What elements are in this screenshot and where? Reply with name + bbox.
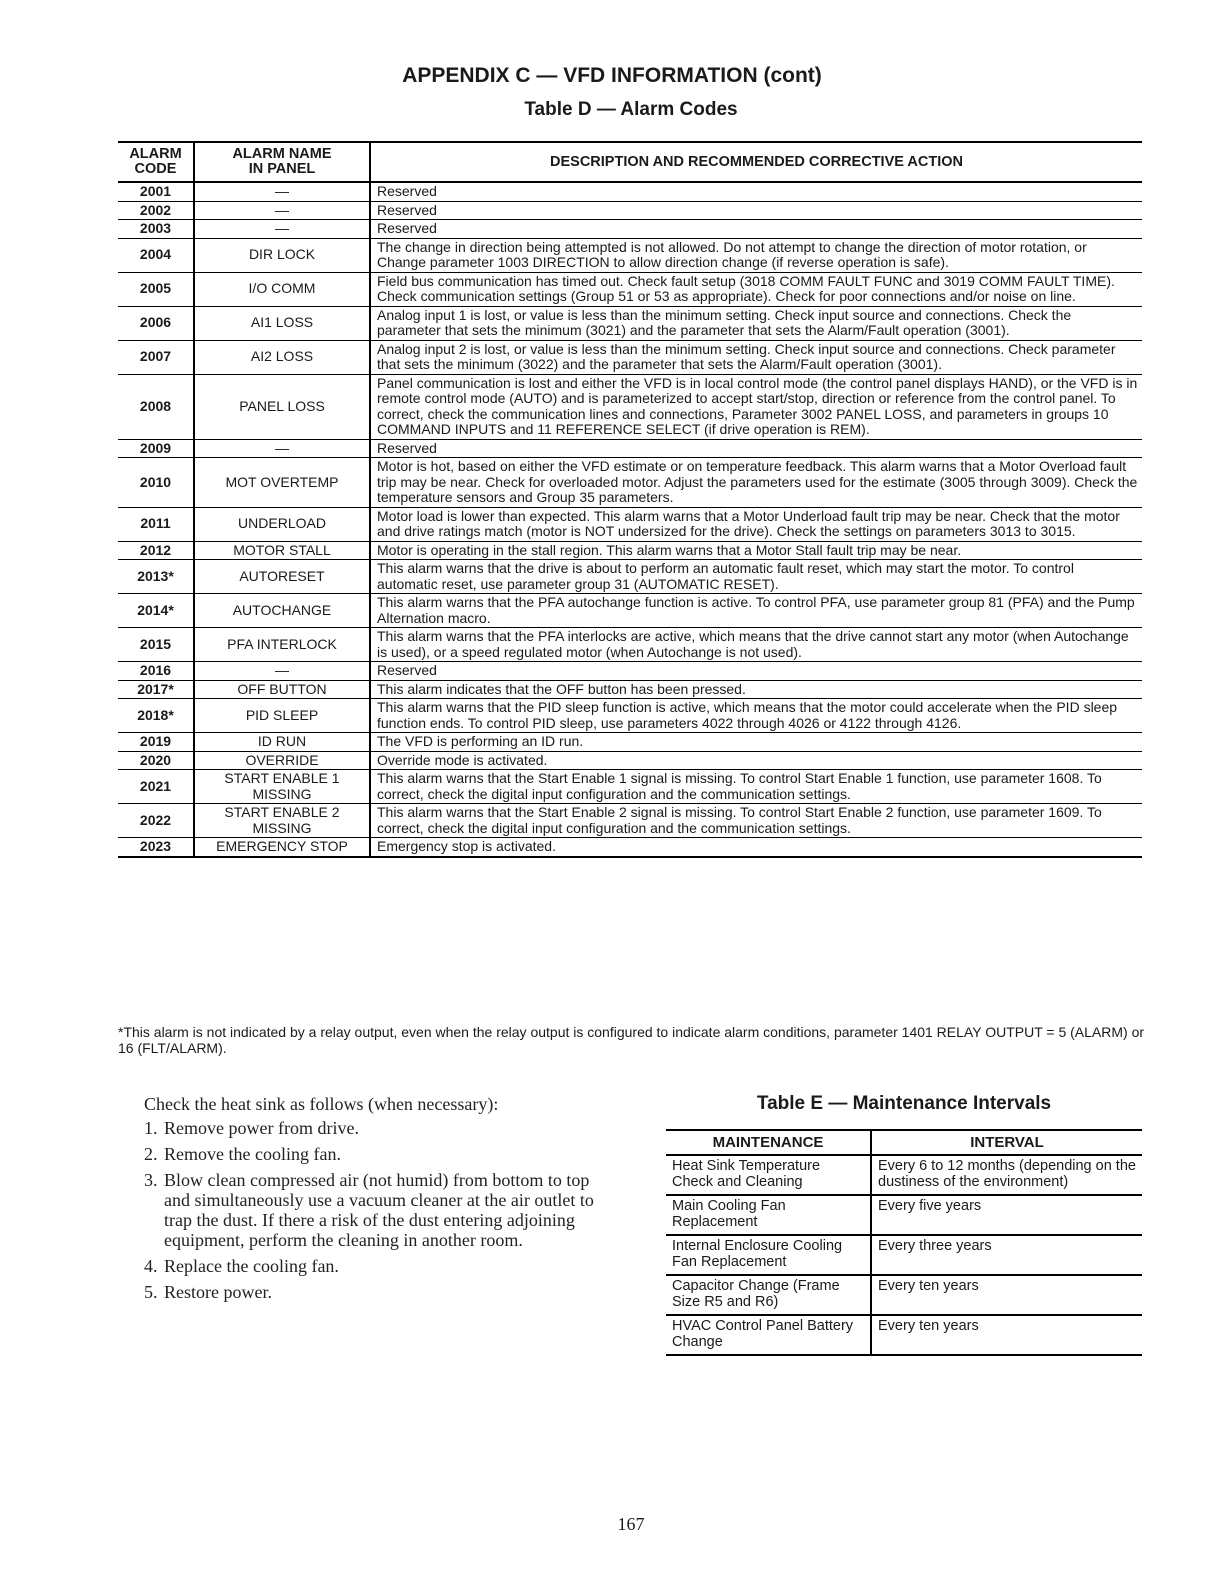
alarm-description-cell: Motor is operating in the stall region. This alarm warns that a Motor Stall fault trip may be near.: [370, 541, 1142, 560]
alarm-code-cell: 2011: [118, 507, 194, 541]
list-item: 1. Remove power from drive.: [162, 1118, 610, 1138]
alarm-code-cell: 2021: [118, 770, 194, 804]
interval-cell: Every three years: [871, 1235, 1142, 1275]
alarm-name-cell: START ENABLE 1 MISSING: [194, 770, 370, 804]
alarm-name-cell: —: [194, 182, 370, 201]
alarm-code-cell: 2013*: [118, 560, 194, 594]
maint-table-body: [666, 1155, 1142, 1355]
table-header-row: [118, 142, 1142, 182]
table-d-footnote: *This alarm is not indicated by a relay output, even when the relay output is configured to indicate alarm conditions, parameter 1401 RELAY OUTPUT = 5 (ALARM) or 16 (FLT/ALARM).: [118, 1024, 1145, 1056]
table-row: [118, 439, 1142, 458]
table-row: [118, 340, 1142, 374]
alarm-name-cell: PFA INTERLOCK: [194, 628, 370, 662]
list-item: 3. Blow clean compressed air (not humid) from bottom to top and simultaneously use a vacuum cleaner at the air outlet to trap the dust. If there a risk of the dust entering adjoining equipment, perform the cleaning in another room.: [162, 1170, 610, 1250]
table-row: [118, 220, 1142, 239]
alarm-name-cell: AUTORESET: [194, 560, 370, 594]
alarm-code-cell: 2020: [118, 751, 194, 770]
alarm-code-cell: 2016: [118, 662, 194, 681]
alarm-description-cell: Reserved: [370, 662, 1142, 681]
alarm-code-cell: 2006: [118, 306, 194, 340]
alarm-description-cell: Override mode is activated.: [370, 751, 1142, 770]
table-row: [118, 680, 1142, 699]
interval-cell: Every 6 to 12 months (depending on the dustiness of the environment): [871, 1155, 1142, 1195]
alarm-code-cell: 2023: [118, 838, 194, 857]
alarm-description-cell: Panel communication is lost and either the VFD is in local control mode (the control panel displays HAND), or the VFD is in remote control mode (AUTO) and is parameterized to accept start/stop, direction or reference from the control panel. To correct, check the communication lines and connections, Parameter 3002 PANEL LOSS, and parameters in groups 10 COMMAND INPUTS and 11 REFERENCE SELECT (if drive operation is REM).: [370, 374, 1142, 439]
alarm-code-cell: 2012: [118, 541, 194, 560]
alarm-name-cell: I/O COMM: [194, 272, 370, 306]
table-d-title: Table D — Alarm Codes: [524, 99, 738, 120]
alarm-description-cell: The VFD is performing an ID run.: [370, 733, 1142, 752]
alarm-description-cell: Analog input 1 is lost, or value is less than the minimum setting. Check input source and connections. Check the parameter that sets the minimum (3021) and the parameter that sets the Alarm/Fault operation (3001).: [370, 306, 1142, 340]
list-item: 5. Restore power.: [162, 1282, 610, 1302]
alarm-description-cell: This alarm warns that the Start Enable 2 signal is missing. To control Start Enable 2 function, use parameter 1609. To correct, check the digital input configuration and the communication settings.: [370, 804, 1142, 838]
alarm-description-cell: Reserved: [370, 182, 1142, 201]
table-row: [118, 662, 1142, 681]
alarm-description-cell: Field bus communication has timed out. Check fault setup (3018 COMM FAULT FUNC and 3019 COMM FAULT TIME). Check communication settings (Group 51 or 53 as appropriate). Check for poor connections and/or noise on line.: [370, 272, 1142, 306]
alarm-name-cell: MOT OVERTEMP: [194, 458, 370, 508]
alarm-code-cell: 2022: [118, 804, 194, 838]
interval-cell: Every five years: [871, 1195, 1142, 1235]
table-row: [118, 458, 1142, 508]
alarm-name-cell: PID SLEEP: [194, 699, 370, 733]
maintenance-cell: Internal Enclosure Cooling Fan Replacement: [666, 1235, 871, 1275]
maintenance-cell: Main Cooling Fan Replacement: [666, 1195, 871, 1235]
alarm-code-cell: 2008: [118, 374, 194, 439]
alarm-code-cell: 2001: [118, 182, 194, 201]
table-row: [118, 507, 1142, 541]
list-item: 2. Remove the cooling fan.: [162, 1144, 610, 1164]
interval-cell: Every ten years: [871, 1275, 1142, 1315]
alarm-name-cell: START ENABLE 2 MISSING: [194, 804, 370, 838]
alarm-table-body: [118, 182, 1142, 857]
alarm-code-cell: 2009: [118, 439, 194, 458]
table-row: [118, 541, 1142, 560]
alarm-name-cell: —: [194, 201, 370, 220]
alarm-description-cell: This alarm warns that the PFA interlocks are active, which means that the drive cannot start any motor (when Autochange is used), or a speed regulated motor (when Autochange is not used).: [370, 628, 1142, 662]
alarm-description-cell: This alarm indicates that the OFF button has been pressed.: [370, 680, 1142, 699]
table-row: [118, 306, 1142, 340]
alarm-description-cell: Motor load is lower than expected. This alarm warns that a Motor Underload fault trip may be near. Check that the motor and drive ratings match (motor is NOT undersized for the drive). Check the settings on parameters 3013 to 3015.: [370, 507, 1142, 541]
table-row: [118, 699, 1142, 733]
alarm-description-cell: Motor is hot, based on either the VFD estimate or on temperature feedback. This alarm warns that a Motor Overload fault trip may be near. Check for overloaded motor. Adjust the parameters used for the estimate (3005 through 3009). Check the temperature sensors and Group 35 parameters.: [370, 458, 1142, 508]
header-alarm-code: ALARM CODE: [118, 142, 194, 182]
list-item: 4. Replace the cooling fan.: [162, 1256, 610, 1276]
alarm-name-cell: AI2 LOSS: [194, 340, 370, 374]
alarm-description-cell: Reserved: [370, 220, 1142, 239]
alarm-name-cell: EMERGENCY STOP: [194, 838, 370, 857]
maintenance-cell: HVAC Control Panel Battery Change: [666, 1315, 871, 1355]
alarm-code-cell: 2005: [118, 272, 194, 306]
alarm-name-cell: —: [194, 439, 370, 458]
table-row: [666, 1235, 1142, 1275]
alarm-description-cell: Emergency stop is activated.: [370, 838, 1142, 857]
table-row: [666, 1195, 1142, 1235]
table-row: [118, 560, 1142, 594]
alarm-description-cell: Reserved: [370, 201, 1142, 220]
alarm-description-cell: This alarm warns that the PID sleep function is active, which means that the motor could accelerate when the PID sleep function ends. To control PID sleep, use parameters 4022 through 4026 or 4122 through 4126.: [370, 699, 1142, 733]
alarm-code-cell: 2019: [118, 733, 194, 752]
alarm-codes-table: [118, 141, 1142, 858]
alarm-name-cell: AI1 LOSS: [194, 306, 370, 340]
page-number: 167: [617, 1514, 645, 1534]
alarm-name-cell: ID RUN: [194, 733, 370, 752]
table-row: [118, 182, 1142, 201]
table-row: [666, 1315, 1142, 1355]
alarm-code-cell: 2018*: [118, 699, 194, 733]
alarm-code-cell: 2002: [118, 201, 194, 220]
table-row: [118, 628, 1142, 662]
alarm-code-cell: 2014*: [118, 594, 194, 628]
alarm-name-cell: AUTOCHANGE: [194, 594, 370, 628]
alarm-name-cell: —: [194, 662, 370, 681]
table-row: [118, 733, 1142, 752]
page-title: APPENDIX C — VFD INFORMATION (cont): [402, 64, 822, 87]
table-row: [118, 272, 1142, 306]
table-e-title: Table E — Maintenance Intervals: [756, 1093, 1052, 1114]
heat-sink-instructions: [130, 1094, 610, 1308]
table-row: [666, 1275, 1142, 1315]
alarm-code-cell: 2015: [118, 628, 194, 662]
alarm-description-cell: Analog input 2 is lost, or value is less than the minimum setting. Check input source and connections. Check parameter that sets the minimum (3022) and the parameter that sets the Alarm/Fault operation (3001).: [370, 340, 1142, 374]
alarm-description-cell: This alarm warns that the drive is about to perform an automatic fault reset, which may start the motor. To control automatic reset, use parameter group 31 (AUTOMATIC RESET).: [370, 560, 1142, 594]
maintenance-cell: Capacitor Change (Frame Size R5 and R6): [666, 1275, 871, 1315]
alarm-description-cell: This alarm warns that the Start Enable 1 signal is missing. To control Start Enable 1 function, use parameter 1608. To correct, check the digital input configuration and the communication settings.: [370, 770, 1142, 804]
interval-cell: Every ten years: [871, 1315, 1142, 1355]
table-row: [666, 1155, 1142, 1195]
alarm-code-cell: 2010: [118, 458, 194, 508]
alarm-name-cell: OFF BUTTON: [194, 680, 370, 699]
table-row: [118, 201, 1142, 220]
table-row: [118, 594, 1142, 628]
table-row: [118, 374, 1142, 439]
table-row: [118, 238, 1142, 272]
alarm-description-cell: This alarm warns that the PFA autochange function is active. To control PFA, use parameter group 81 (PFA) and the Pump Alternation macro.: [370, 594, 1142, 628]
table-row: [118, 770, 1142, 804]
alarm-code-cell: 2007: [118, 340, 194, 374]
alarm-description-cell: The change in direction being attempted is not allowed. Do not attempt to change the direction of motor rotation, or Change parameter 1003 DIRECTION to allow direction change (if reverse operation is safe).: [370, 238, 1142, 272]
alarm-name-cell: —: [194, 220, 370, 239]
header-maintenance: MAINTENANCE: [666, 1130, 871, 1155]
alarm-code-cell: 2017*: [118, 680, 194, 699]
maint-header-row: [666, 1130, 1142, 1155]
header-alarm-name: ALARM NAME IN PANEL: [194, 142, 370, 182]
alarm-code-cell: 2004: [118, 238, 194, 272]
table-row: [118, 804, 1142, 838]
alarm-name-cell: OVERRIDE: [194, 751, 370, 770]
heat-sink-steps: [130, 1118, 610, 1302]
alarm-name-cell: PANEL LOSS: [194, 374, 370, 439]
alarm-code-cell: 2003: [118, 220, 194, 239]
maintenance-intervals-table: [666, 1129, 1142, 1356]
alarm-name-cell: DIR LOCK: [194, 238, 370, 272]
table-row: [118, 838, 1142, 857]
header-description: DESCRIPTION AND RECOMMENDED CORRECTIVE ACTION: [370, 142, 1142, 182]
header-interval: INTERVAL: [871, 1130, 1142, 1155]
maintenance-cell: Heat Sink Temperature Check and Cleaning: [666, 1155, 871, 1195]
alarm-description-cell: Reserved: [370, 439, 1142, 458]
alarm-name-cell: MOTOR STALL: [194, 541, 370, 560]
alarm-name-cell: UNDERLOAD: [194, 507, 370, 541]
heat-sink-intro: Check the heat sink as follows (when necessary):: [144, 1094, 499, 1114]
table-row: [118, 751, 1142, 770]
